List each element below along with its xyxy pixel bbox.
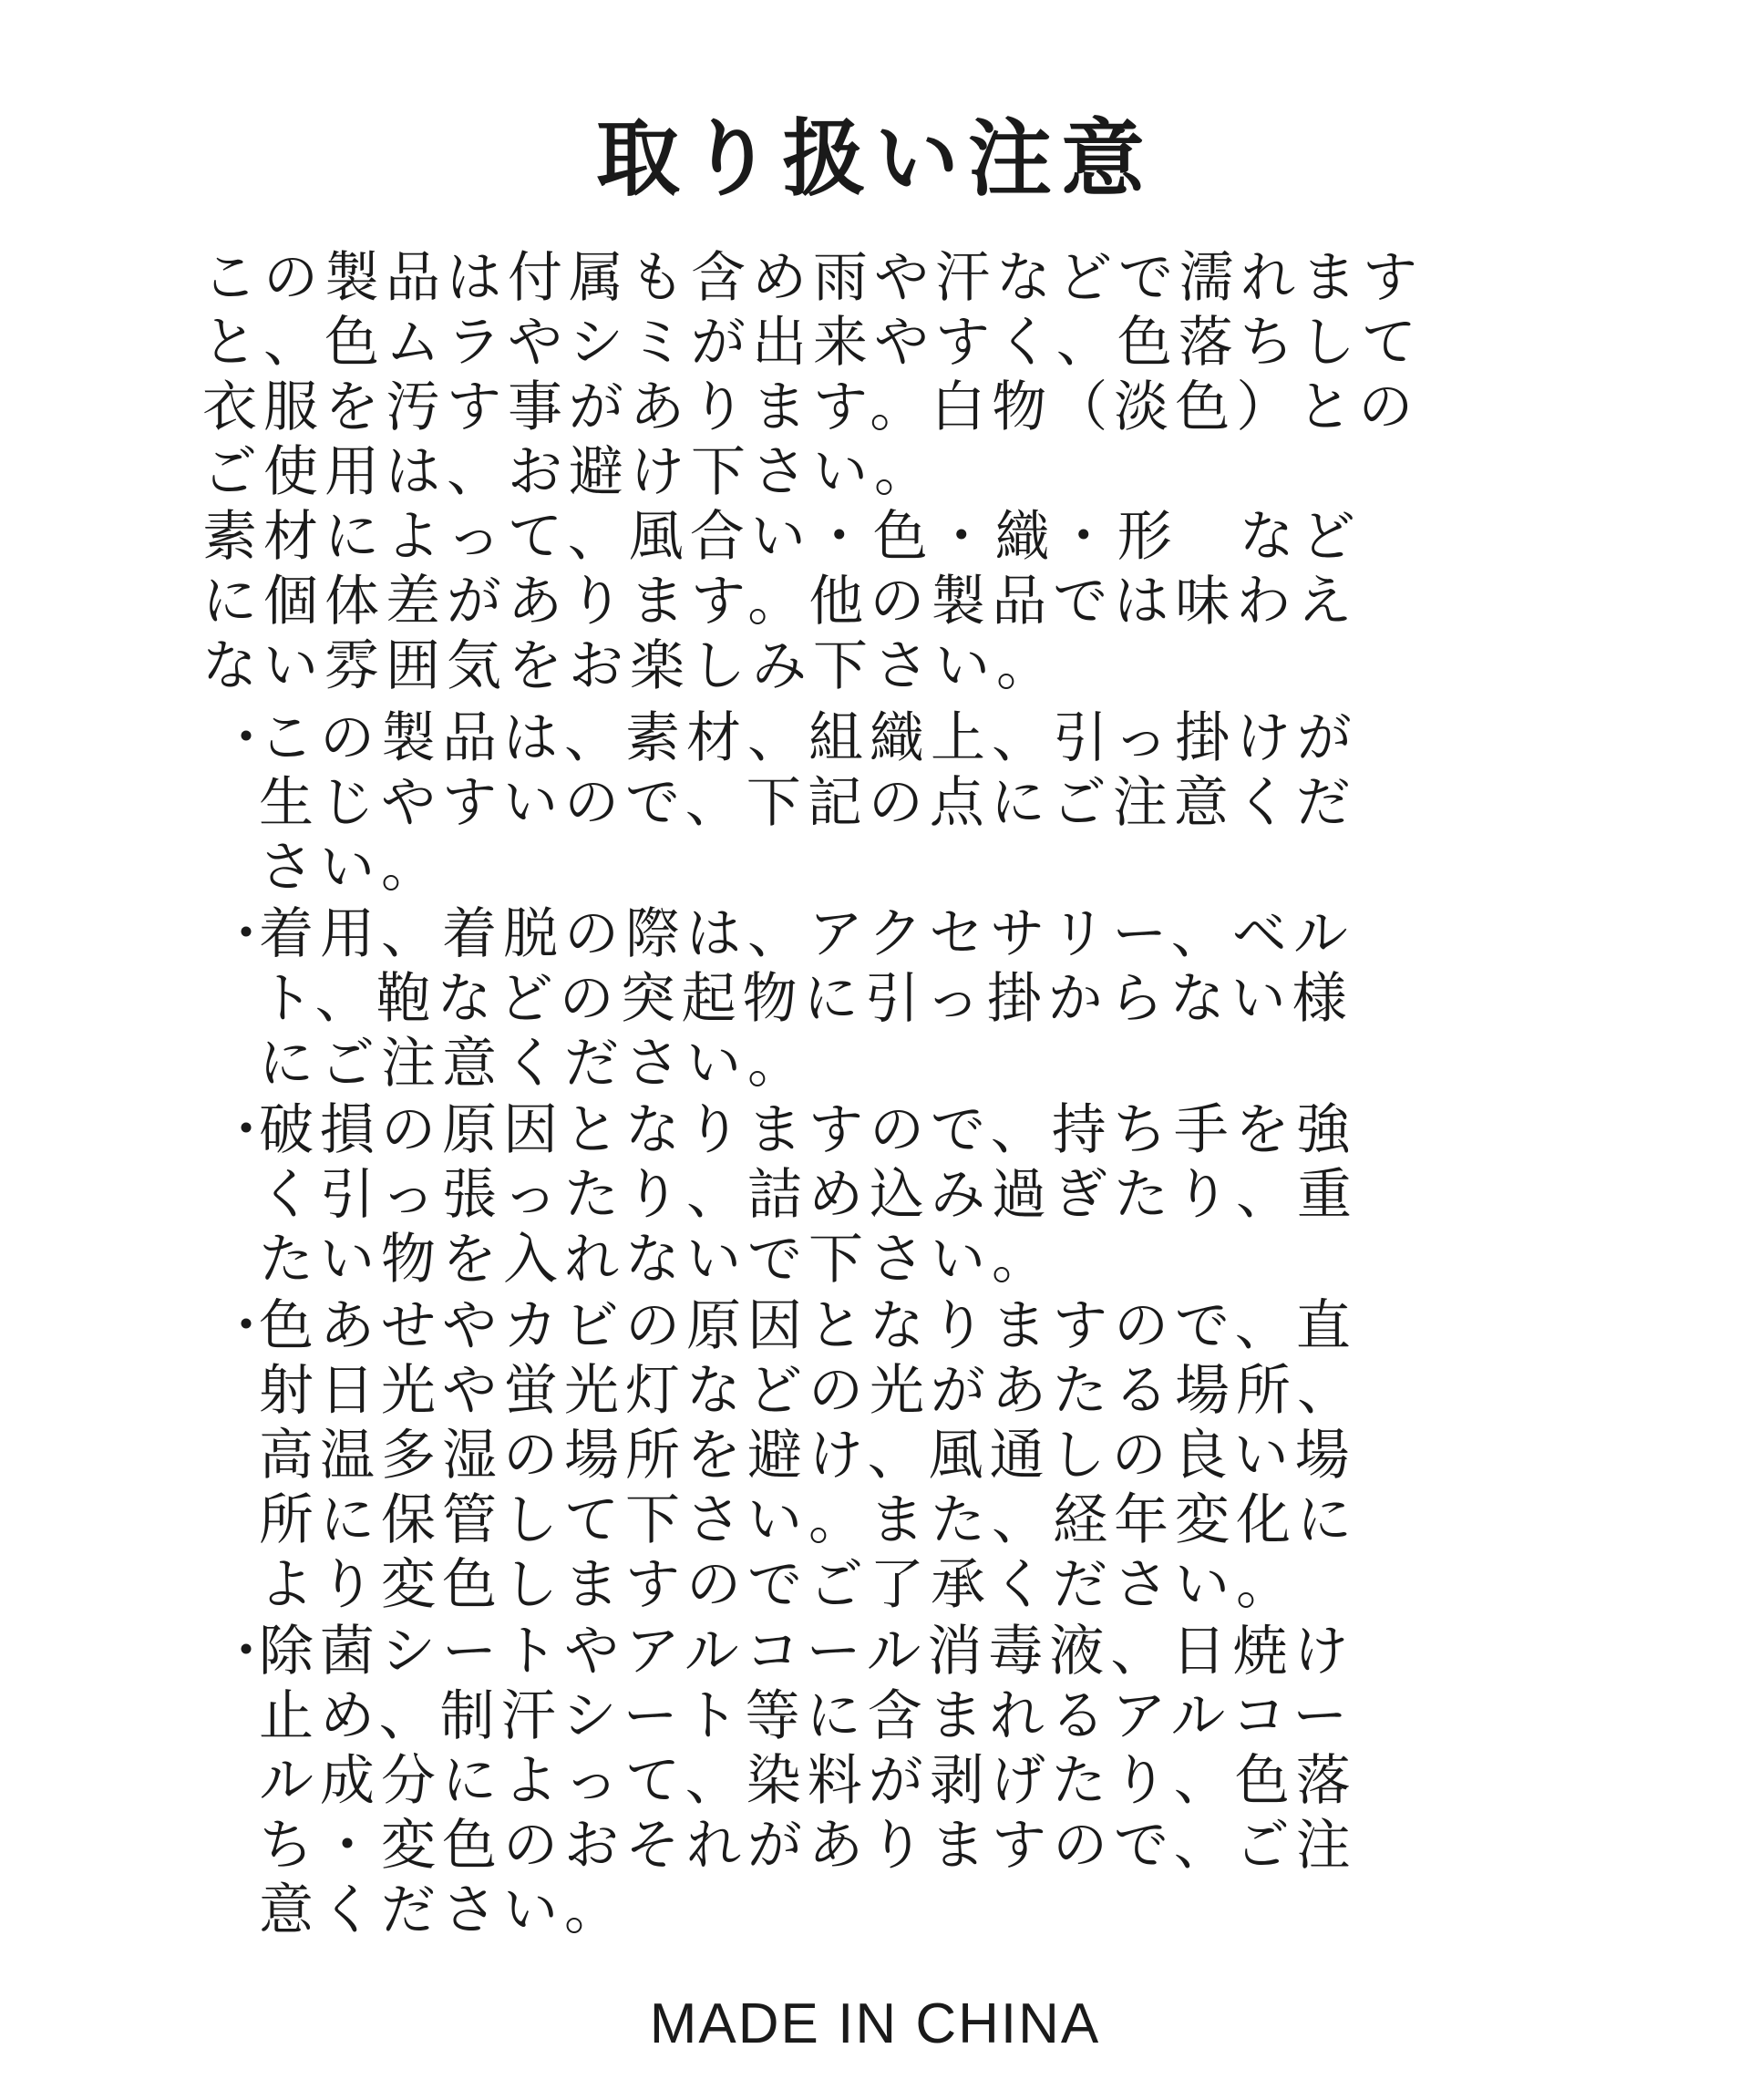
intro-line: と、色ムラやシミが出来やすく、色落ちして [202, 311, 1423, 375]
caution-line: 除菌シートやアルコール消毒液、日焼け [259, 1620, 1355, 1683]
caution-item-accessories [211, 902, 1524, 1096]
bullet-marker: ・ [219, 1098, 273, 1162]
intro-line: ない雰囲気をお楽しみ下さい。 [202, 634, 1057, 698]
caution-line: 高温多湿の場所を避け、風通しの良い場 [259, 1424, 1356, 1488]
caution-line: 破損の原因となりますので、持ち手を強 [259, 1098, 1357, 1162]
bullet-marker: ・ [219, 1294, 273, 1358]
caution-line: ル成分によって、染料が剥げたり、色落 [259, 1749, 1357, 1813]
caution-line: さい。 [259, 836, 442, 900]
caution-line: より変色しますのでご了承ください。 [259, 1553, 1297, 1617]
caution-line: 所に保管して下さい。また、経年変化に [259, 1488, 1358, 1552]
caution-line: 生じやすいので、下記の点にご注意くだ [259, 771, 1357, 835]
intro-line: に個体差があります。他の製品では味わえ [202, 570, 1359, 633]
bullet-marker: ・ [219, 1620, 273, 1683]
intro-line: この製品は付属も含め雨や汗などで濡れます [202, 246, 1424, 310]
caution-item-alcohol [211, 1620, 1524, 1943]
caution-line: 止め、制汗シート等に含まれるアルコー [259, 1684, 1354, 1748]
caution-line: く引っ張ったり、詰め込み過ぎたり、重 [259, 1163, 1358, 1227]
intro-line: ご使用は、お避け下さい。 [202, 440, 935, 504]
intro-paragraph [202, 246, 1570, 699]
caution-line: ト、鞄などの突起物に引っ掛からない様 [259, 967, 1354, 1031]
intro-line: 素材によって、風合い・色・織・形 など [202, 505, 1362, 569]
caution-line: 着用、着脱の際は、アクセサリー、ベル [259, 902, 1354, 966]
caution-item-storage [211, 1294, 1524, 1618]
intro-line: 衣服を汚す事があります。白物（淡色）との [202, 376, 1420, 439]
origin-label: MADE IN CHINA [649, 1992, 1101, 2055]
caution-item-damage [211, 1098, 1524, 1292]
caution-list [211, 706, 1524, 1945]
bullet-marker: ・ [219, 706, 273, 770]
caution-line: 射日光や蛍光灯などの光があたる場所、 [259, 1359, 1358, 1423]
page-title: 取り扱い注意 [595, 110, 1154, 208]
caution-line: 意ください。 [259, 1879, 625, 1942]
caution-item-snagging [211, 706, 1524, 901]
bullet-marker: ・ [219, 902, 273, 966]
caution-line: にご注意ください。 [259, 1032, 808, 1096]
caution-line: 色あせやカビの原因となりますので、直 [259, 1294, 1357, 1358]
caution-line: ち・変色のおそれがありますので、ご注 [259, 1814, 1357, 1878]
caution-line: たい物を入れないで下さい。 [259, 1228, 1053, 1292]
caution-line: この製品は、素材、組織上、引っ掛けが [259, 706, 1358, 770]
